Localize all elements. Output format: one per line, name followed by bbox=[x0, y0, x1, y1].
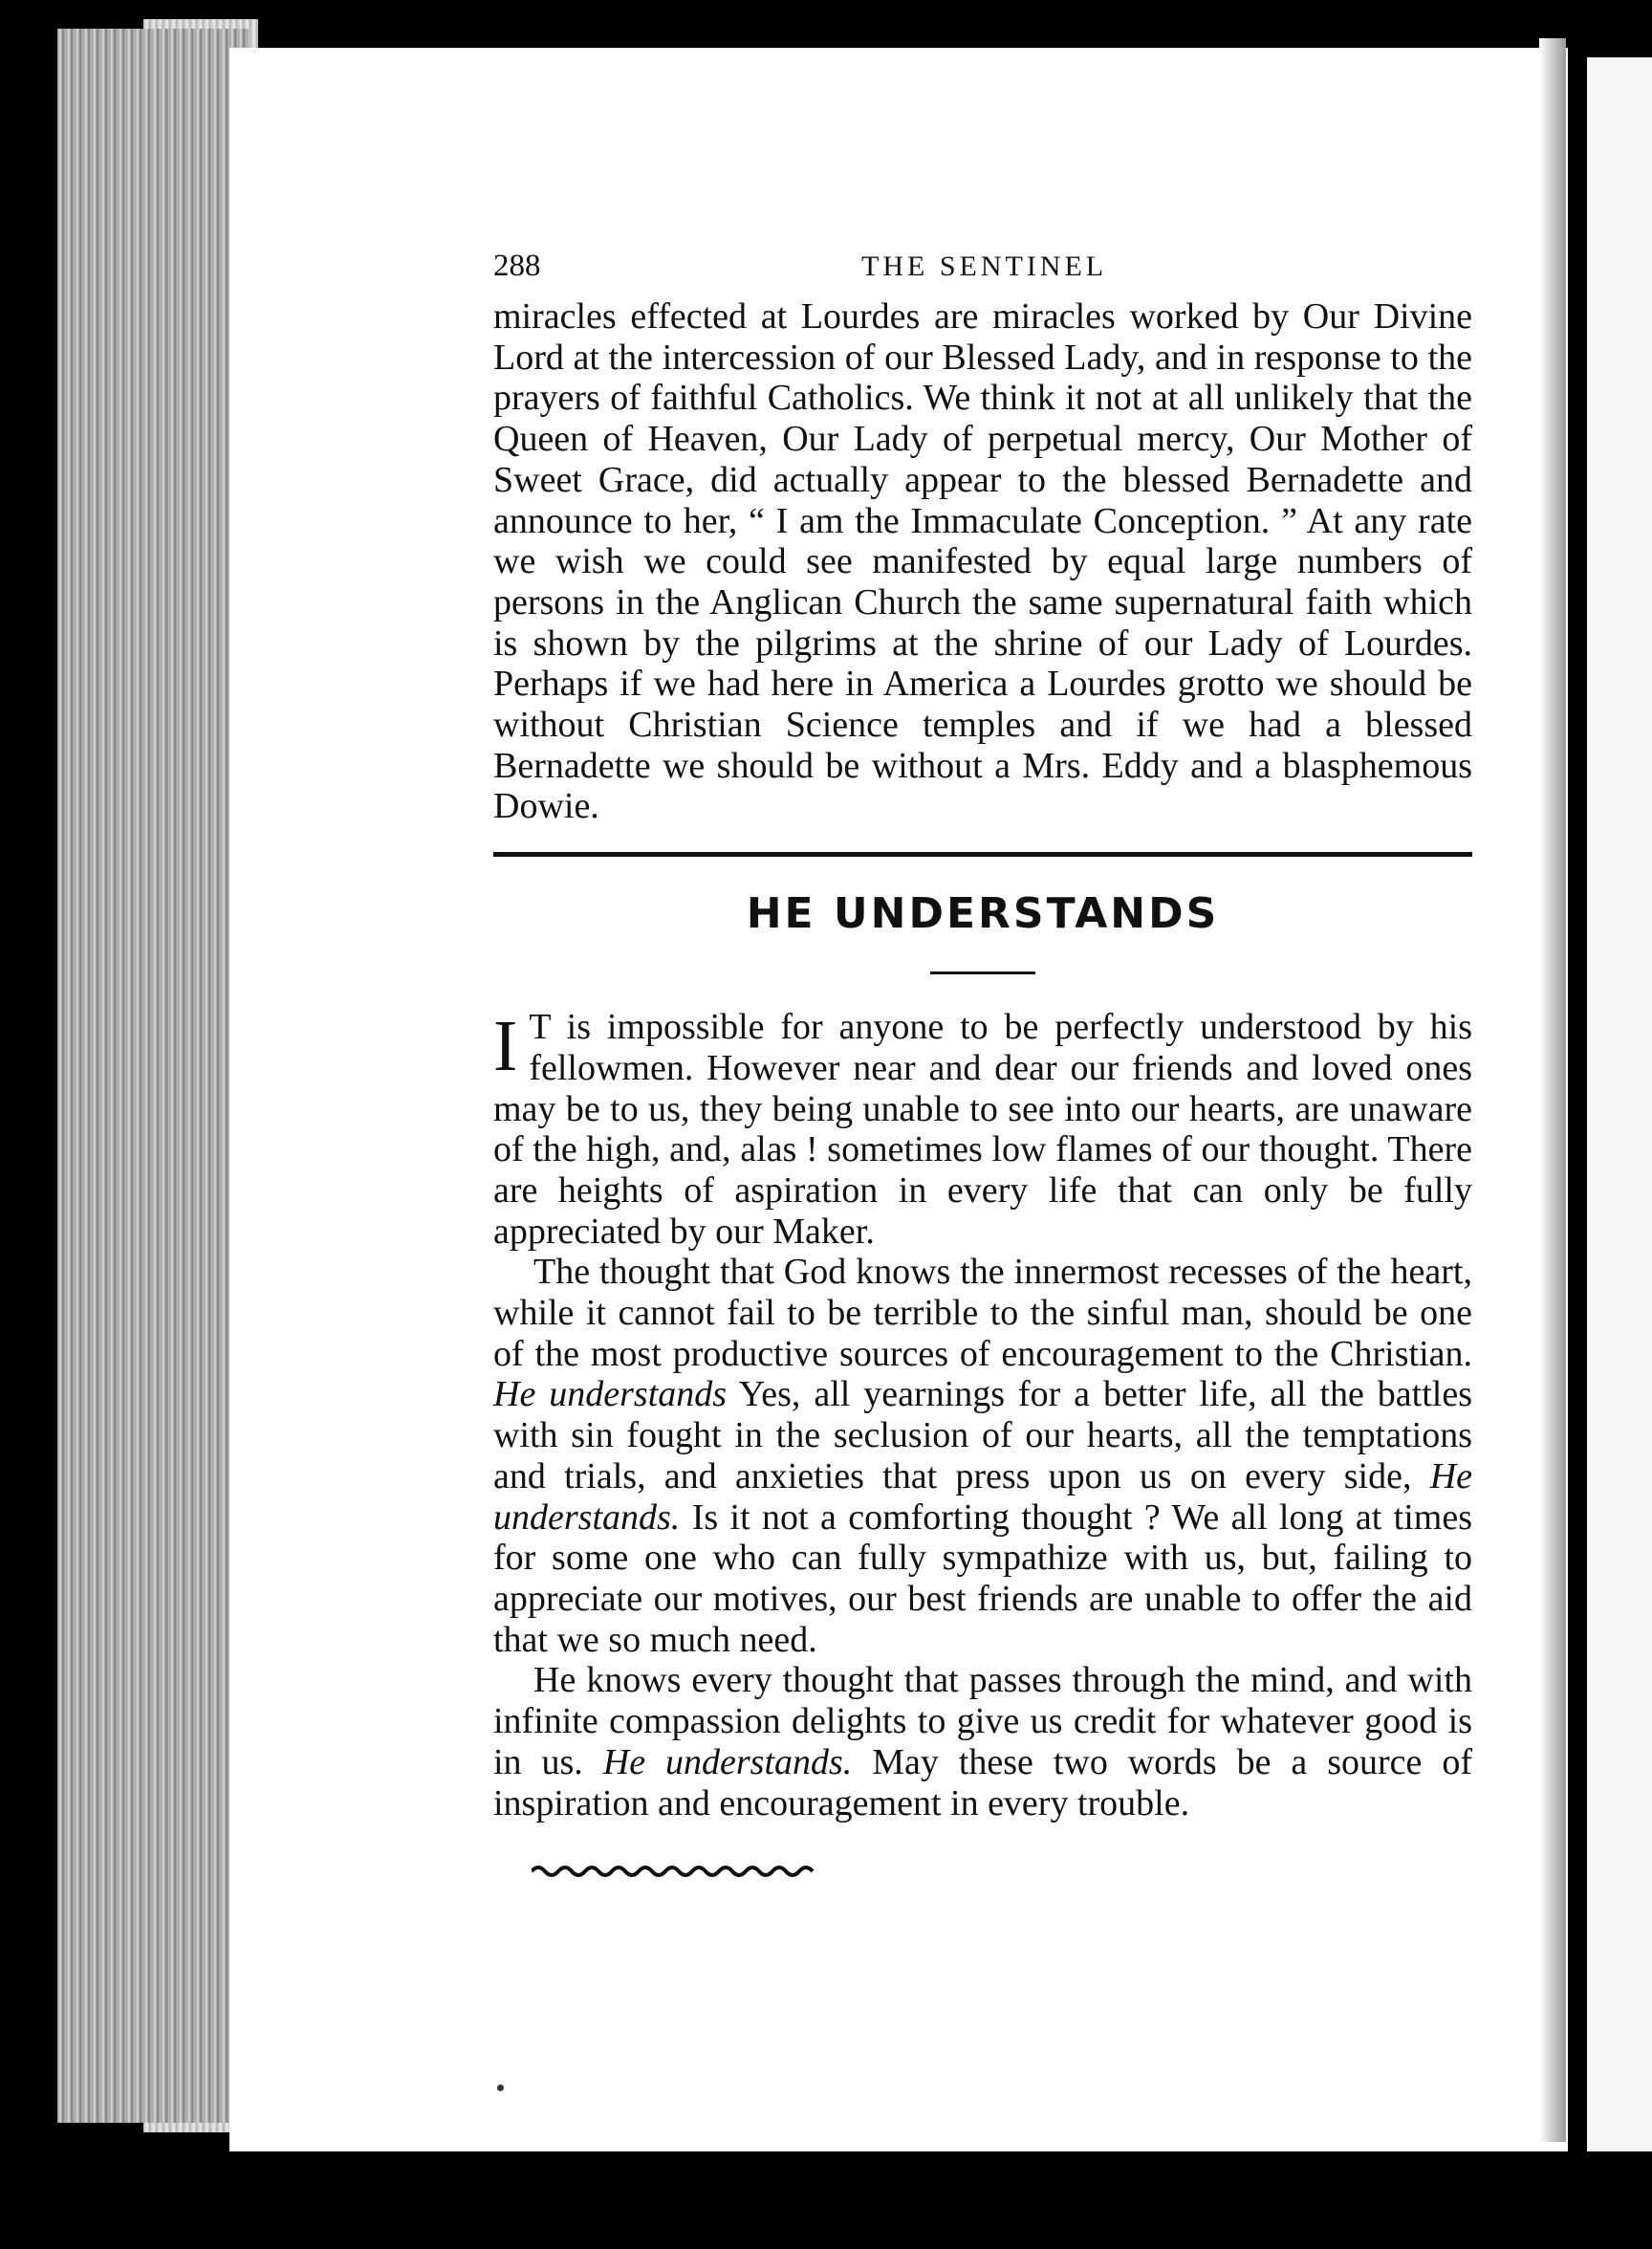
paragraph-1-text: T is impossible for anyone to be perfectly understood by his fellowmen. However near and dear our friends and loved ones may be to us, they being unable to see into our hearts, are unaware of the high, and, alas ! sometimes low flames of our thought. There are heights of aspiration in every life that can only be fully appreciated by our Maker. bbox=[493, 1007, 1472, 1252]
gutter-shadow bbox=[1539, 38, 1566, 2142]
heading-underline bbox=[930, 972, 1035, 974]
article-paragraph-1 bbox=[493, 1007, 1472, 1252]
running-title: THE SENTINEL bbox=[861, 251, 1108, 282]
article-paragraph-2 bbox=[493, 1252, 1472, 1660]
section-rule bbox=[493, 852, 1472, 857]
intro-paragraph: miracles effected at Lourdes are miracles worked by Our Divine Lord at the intercession of our Blessed Lady, and in response to the prayers of faithful Catholics. We think it not at all unlikely that the Queen of Heaven, Our Lady of perpetual mercy, Our Mother of Sweet Grace, did actually appear to the blessed Bernadette and announce to her, “ I am the Immaculate Conception. ” At any rate we wish we could see manifested by equal large numbers of persons in the Anglican Church the same supernatural faith which is shown by the pilgrims at the shrine of our Lady of Lourdes. Perhaps if we had here in America a Lourdes grotto we should be without Christian Science temples and if we had a blessed Bernadette we should be without a Mrs. Eddy and a blasphemous Dowie. bbox=[493, 296, 1472, 827]
paragraph-2-emphasis-1: He understands bbox=[493, 1374, 728, 1415]
paragraph-2-emphasis-2: He understands. bbox=[493, 1455, 1473, 1538]
paragraph-3-text-b: May these two words be a source of inspiration and encouragement in every trouble. bbox=[493, 1741, 1473, 1823]
ink-speck bbox=[497, 2085, 504, 2091]
facing-page-edge bbox=[1587, 57, 1652, 2151]
paragraph-3-text-a: He knows every thought that passes through the mind, and with infinite compassion delights to give us credit for whatever good is in us. bbox=[493, 1660, 1472, 1782]
page-edges bbox=[57, 29, 249, 2123]
paragraph-2-text-b: Yes, all yearnings for a better life, all the battles with sin fought in the seclusion of our hearts, all the temptations and trials, and anxieties that press upon us on every side, bbox=[493, 1374, 1473, 1496]
paragraph-2-text-a: The thought that God knows the innermost recesses of the heart, while it cannot fail to be terrible to the sinful man, should be one of the most productive sources of encouragement to the Christian. bbox=[493, 1252, 1472, 1374]
page-number: 288 bbox=[493, 249, 541, 283]
paragraph-2-text-c: Is it not a comforting thought ? We all long at times for some one who can fully sympathize with us, but, failing to appreciate our motives, our best friends are unable to offer the aid that we so much need. bbox=[493, 1496, 1473, 1660]
article-paragraph-3 bbox=[493, 1660, 1472, 1823]
drop-cap: I bbox=[493, 1006, 518, 1087]
paragraph-3-emphasis: He understands. bbox=[602, 1741, 853, 1782]
article-heading: HE UNDERSTANDS bbox=[746, 889, 1220, 939]
page-text bbox=[493, 249, 1472, 1884]
end-ornament bbox=[532, 1864, 818, 1879]
running-head bbox=[493, 249, 1472, 296]
